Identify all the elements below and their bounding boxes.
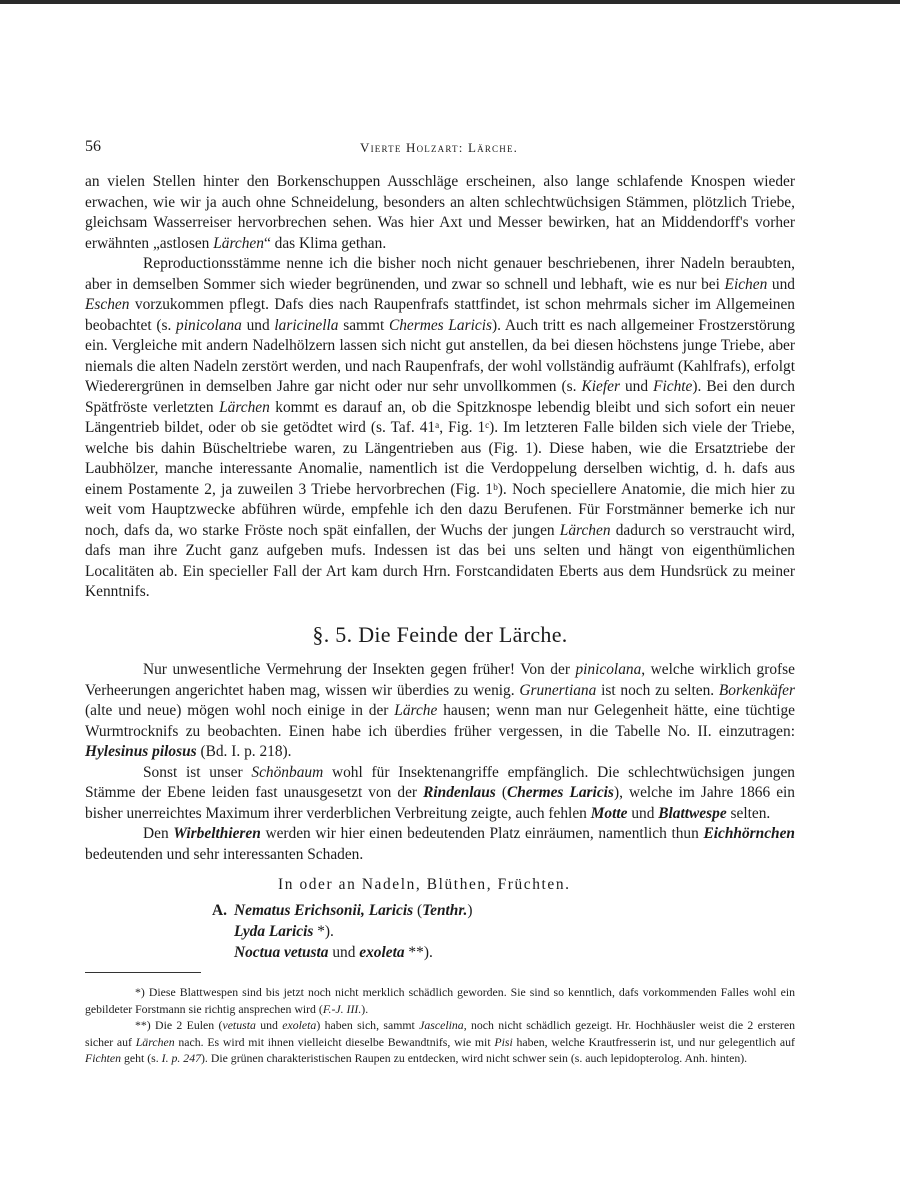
text-run: sammt: [338, 316, 389, 334]
text-run: kommt es darauf an, ob die Spitzknospe lebendig bleibt und sich sofort ein neuer Längentrieb bildet, oder ob sie getödtet wird (s. Taf. 41ᵃ, Fig. 1ᶜ). Im letzteren Falle bilden sich viele der Triebe, welche bis dahin Büscheltriebe waren, zu Längentrieben aus (Fig. 1). Diese haben, wie die Ersatztriebe der Laubhölzer, manche interessante Anomalie, namentlich ist die Verdoppelung derselben wichtig, d. h. dafs aus einem Postamente 2, ja zuweilen 3 Triebe hervorbrechen (Fig. 1ᵇ). Noch speciellere Anatomie, die mich hier zu weit vom Hauptzwecke abführen würde, empfehle ich den dazu Berufenen. Für Forstmänner bemerke ich nur noch, dafs da, wo starke Fröste noch spät einfallen, der Wuchs der jungen: [85, 398, 795, 539]
text-run: dadurch so verstraucht wird, dafs man ihre Zucht ganz aufgeben mufs. Indessen ist das bei uns selten und hängt von eigenthümlichen Localitäten ab. Ein specieller Fall der Art kam durch Hrn. Forstcandidaten Eberts aus dem Hundsrück zu meiner Kenntnifs.: [85, 521, 795, 600]
emphasis-text: exoleta: [282, 1018, 317, 1032]
emphasis-text: pinicolana: [575, 661, 642, 678]
paragraph-reproductionsstaemme: [85, 254, 795, 603]
text-run: wohl für Insektenangriffe empfänglich. Die schlechtwüchsigen jungen Stämme der Ebene leiden fast unausgesetzt von der: [85, 763, 795, 801]
list-entry: [234, 902, 473, 919]
footnotes: [85, 984, 795, 1067]
text-run: ), welche im Jahre 1866 ein bisher unerreichtes Maximum ihrer verderblichen Verbreitung zeigte, auch fehlen: [85, 784, 796, 822]
emphasis-text: Borkenkäfer: [718, 681, 795, 699]
emphasis-text: Lärchen: [135, 1034, 175, 1049]
emphasis-text: vetusta: [222, 1018, 256, 1032]
emphasis-text: Lärchen: [213, 234, 264, 252]
text-run: ): [467, 902, 473, 919]
text-run: ) haben sich, sammt: [316, 1018, 420, 1032]
text-run: an vielen Stellen hinter den Borkenschuppen Ausschläge erscheinen, also lange schlafende Knospen wieder erwachen, wie wir ja auch ohne Schneidelung, besonders an alten schlechtwüchsigen Stämmen, plötzlich Triebe, gleichsam Wasserreiser hervorbrechen sehen. Was hier Axt und Messer bewirken, hat an Middendorff's vorher erwähnten „astlosen: [85, 173, 795, 252]
list-entry: [234, 923, 334, 940]
emphasis-text: Fichten: [85, 1051, 122, 1065]
text-run: werden wir hier einen bedeutenden Platz einräumen, namentlich thun: [260, 825, 704, 842]
footnote-rule: [85, 972, 201, 973]
emphasis-text: Rindenlaus: [423, 784, 496, 801]
text-run: haben, welche Krautfresserin ist, und nur gelegentlich auf: [512, 1034, 795, 1049]
page-number: 56: [85, 138, 101, 155]
emphasis-text: Chermes Laricis: [388, 316, 492, 334]
emphasis-text: Schönbaum: [251, 763, 324, 781]
text-run: **).: [404, 944, 433, 961]
emphasis-text: Kiefer: [581, 378, 620, 395]
footnote-2: [85, 1017, 795, 1067]
emphasis-text: Lärchen: [559, 521, 611, 539]
text-run: vorzukommen pflegt. Dafs dies nach Raupenfrafs stattfindet, ist schon mehrmals sicher im Allgemeinen beobachtet (s.: [85, 296, 795, 334]
running-title: Vierte Holzart: Lärche.: [360, 140, 519, 155]
text-run: ).: [361, 1001, 369, 1016]
text-run: Den: [143, 825, 174, 842]
emphasis-text: Eschen: [85, 296, 130, 313]
emphasis-text: pinicolana: [176, 316, 242, 334]
text-run: ist noch zu selten.: [596, 681, 719, 699]
text-run: nach. Es wird mit ihnen vielleicht dieselbe Bewandtnifs, wie mit: [174, 1034, 495, 1049]
emphasis-text: Grunertiana: [519, 681, 597, 699]
text-run: *).: [313, 923, 334, 940]
footnote-1: [85, 984, 795, 1017]
emphasis-text: Tenthr.: [422, 902, 468, 919]
text-run: und: [328, 944, 360, 961]
emphasis-text: Chermes Laricis: [506, 784, 614, 801]
text-run: (alte und neue) mögen wohl noch einige in der: [85, 702, 395, 719]
emphasis-text: F.-J. III.: [322, 1001, 362, 1016]
emphasis-text: Blattwespe: [658, 804, 727, 822]
text-run: Sonst ist unser: [143, 763, 252, 781]
emphasis-text: Jascelina: [419, 1018, 464, 1032]
paragraph-wirbelthiere: [85, 824, 795, 865]
emphasis-text: Wirbelthieren: [173, 825, 261, 842]
text-run: *) Diese Blattwespen sind bis jetzt noch nicht merklich schädlich geworden. Sie sind so kenntlich, dafs vorkommenden Falles wohl ein gebildeter Forstmann sie richtig ansprechen wird (: [85, 985, 795, 1016]
emphasis-text: Lyda Laricis: [234, 923, 314, 940]
text-run: hausen; wenn man nur Gelegenheit hätte, eine tüchtige Wurmtrocknifs zu beobachten. Einen habe ich überdies früher vergessen, in die Tabelle No. II. einzutragen:: [85, 702, 796, 740]
list-letter: A.: [212, 902, 227, 919]
section-body: [85, 660, 795, 865]
top-border-line: [0, 0, 900, 4]
text-run: (: [495, 784, 507, 801]
text-run: und: [627, 804, 659, 822]
text-run: ). Bei den durch Spätfröste verletzten: [85, 378, 795, 416]
text-run: “ das Klima gethan.: [263, 234, 387, 252]
text-run: Reproductionsstämme nenne ich die bisher noch nicht genauer beschriebenen, ihrer Nadeln beraubten, aber in demselben Sommer sich wieder begrünenden, und zwar so schnell und lebhaft, wie es nur bei: [85, 255, 795, 293]
text-run: und: [255, 1018, 283, 1032]
list-entry: [234, 944, 433, 961]
text-run: (Bd. I. p. 218).: [196, 743, 292, 760]
list-item: [212, 942, 473, 963]
page-header: [85, 138, 795, 158]
emphasis-text: Fichte: [653, 378, 693, 395]
emphasis-text: Eichen: [724, 275, 768, 293]
emphasis-text: Noctua vetusta: [234, 944, 329, 961]
list-item: [212, 900, 473, 921]
emphasis-text: Pisi: [494, 1034, 513, 1049]
emphasis-text: Motte: [590, 804, 628, 822]
text-run: und: [767, 275, 796, 293]
text-run: Nur unwesentliche Vermehrung der Insekten gegen früher! Von der: [143, 661, 576, 678]
enemy-list: [212, 900, 473, 963]
body-text: [85, 172, 795, 603]
emphasis-text: Nematus Erichsonii, Laricis: [234, 902, 414, 919]
text-run: **) Die 2 Eulen (: [135, 1018, 223, 1032]
text-run: geht (s.: [121, 1051, 162, 1065]
text-run: bedeutenden und sehr interessanten Schaden.: [85, 845, 364, 863]
paragraph-insects: [85, 660, 795, 763]
list-item: [212, 921, 473, 942]
text-run: und: [241, 316, 275, 334]
list-heading: In oder an Nadeln, Blüthen, Früchten.: [278, 876, 571, 893]
text-run: selten.: [726, 804, 771, 822]
section-heading: §. 5. Die Feinde der Lärche.: [312, 622, 568, 647]
text-run: (: [413, 902, 423, 919]
text-run: und: [619, 378, 654, 395]
text-run: , noch nicht schädlich gezeigt. Hr. Hochhäusler weist die 2 ersteren sicher auf: [85, 1018, 795, 1049]
emphasis-text: Lärchen: [219, 398, 270, 416]
emphasis-text: Lärche: [394, 702, 438, 719]
emphasis-text: laricinella: [274, 316, 339, 334]
emphasis-text: I. p. 247: [161, 1051, 201, 1065]
emphasis-text: Hylesinus pilosus: [85, 743, 197, 760]
paragraph-schoenbaum: [85, 763, 795, 825]
text-run: ). Auch tritt es nach allgemeiner Frostzerstörung ein. Vergleiche mit andern Nadelhölzern lassen sich nicht gut anstellen, da bei diesen höchstens junge Triebe, aber niemals die alten Nadeln zerstört werden, und nach Raupenfrafs, der wohl vollständig aufräumt (Kahlfrafs), erfolgt Wiederergrünen in demselben Jahre gar nicht oder nur sehr unvollkommen (s.: [85, 316, 796, 395]
emphasis-text: Eichhörnchen: [703, 825, 795, 842]
emphasis-text: exoleta: [359, 944, 405, 961]
paragraph-continuation: [85, 172, 795, 254]
text-run: , welche wirklich grofse Verheerungen angerichtet haben mag, wissen wir überdies zu wenig.: [85, 661, 795, 699]
text-run: ). Die grünen charakteristischen Raupen zu entdecken, wird nicht schwer sein (s. auch lepidopterolog. Anh. hinten).: [201, 1051, 748, 1065]
